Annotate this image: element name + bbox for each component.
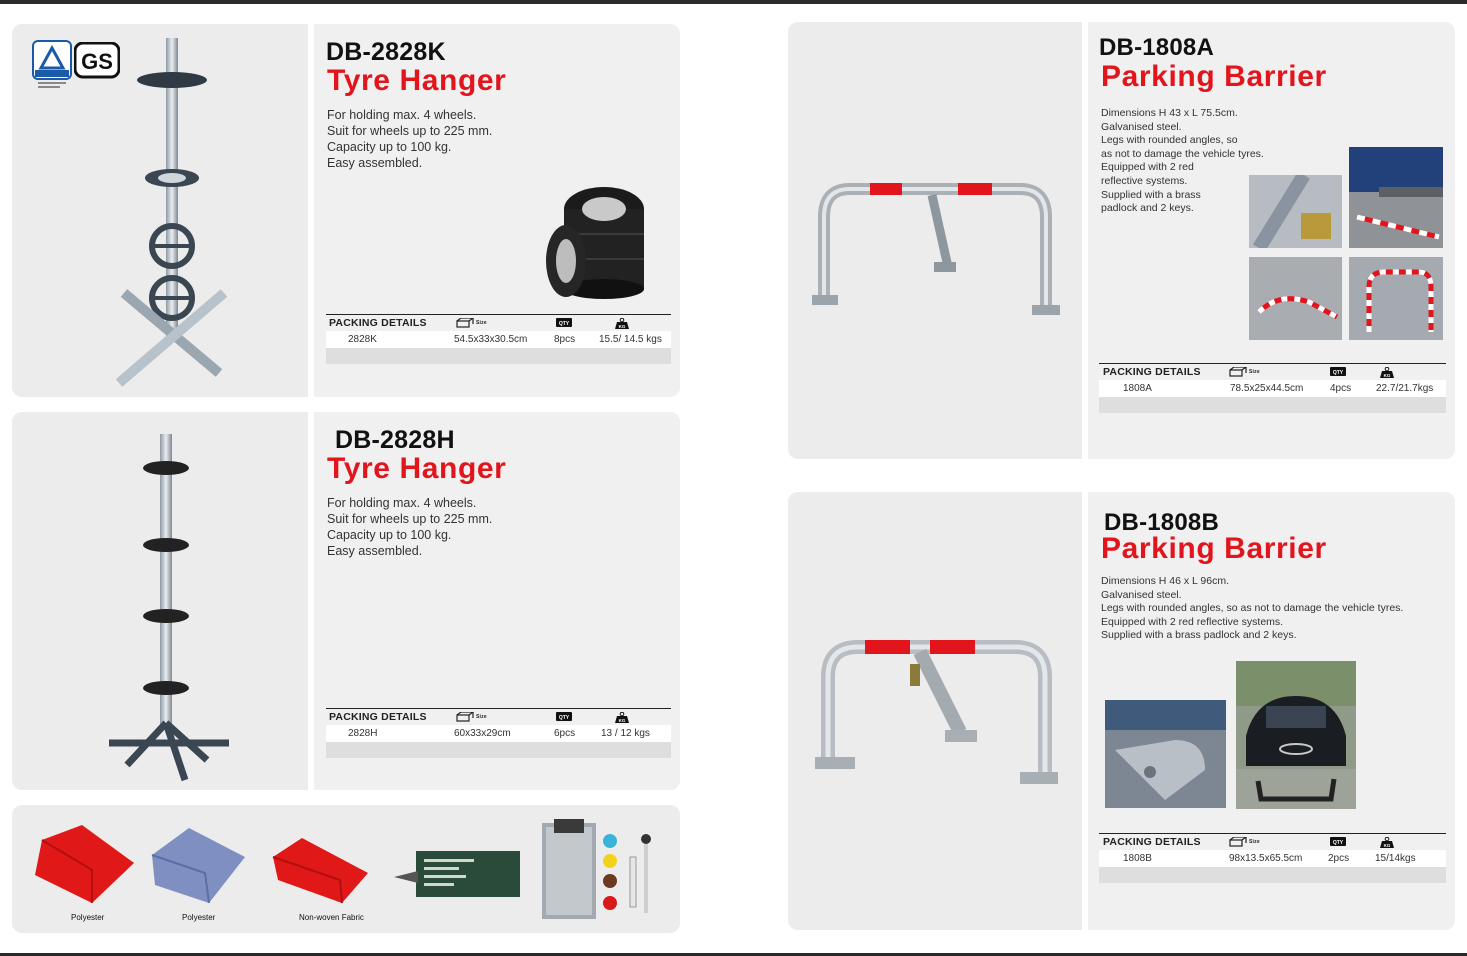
parking-barrier-1808a-image (810, 177, 1060, 322)
packing-details-label: PACKING DETAILS (1103, 836, 1201, 848)
table-rule (1099, 833, 1446, 834)
tyre-hanger-2828k-image (104, 38, 244, 388)
accessory-caption: Polyester (71, 913, 105, 922)
barrier-raised-photo (1349, 257, 1443, 340)
weight-cell: 15.5/ 14.5 kgs (599, 334, 662, 345)
table-rule (326, 314, 671, 315)
car-bumper-photo (1349, 147, 1443, 248)
qty-icon (556, 712, 572, 722)
svg-text:QTY: QTY (558, 321, 570, 327)
desc-line: padlock and 2 keys. (1101, 202, 1194, 215)
accessory-caption: Polyester (182, 913, 216, 922)
size-label: Size (476, 714, 487, 720)
table-rule (1099, 363, 1446, 364)
desc-line: Dimensions H 46 x L 96cm. (1101, 575, 1229, 587)
size-cell: 54.5x33x30.5cm (454, 334, 528, 345)
product-name: Tyre Hanger (327, 64, 507, 97)
table-footer (1099, 397, 1446, 413)
packing-details-table (326, 708, 671, 758)
size-label: Size (476, 320, 487, 326)
desc-line: Galvanised steel. (1101, 120, 1182, 133)
packing-details-label: PACKING DETAILS (1103, 366, 1201, 378)
desc-line: Capacity up to 100 kg. (327, 528, 452, 542)
desc-line: For holding max. 4 wheels. (327, 108, 477, 122)
desc-line: Suit for wheels up to 225 mm. (327, 124, 493, 138)
tyres-stack-image (544, 179, 659, 299)
qty-icon (556, 318, 572, 328)
size-label: Size (1249, 839, 1260, 845)
weight-cell: 15/14kgs (1375, 853, 1416, 864)
product-description (1101, 107, 1264, 216)
desc-line: Legs with rounded angles, so (1101, 134, 1238, 147)
product-code: DB-1808A (1099, 34, 1214, 61)
model-cell: 2828K (348, 334, 377, 345)
desc-line: Easy assembled. (327, 156, 423, 170)
model-cell: 2828H (348, 728, 378, 739)
desc-line: Dimensions H 43 x L 75.5cm. (1101, 107, 1238, 119)
desc-line: reflective systems. (1101, 174, 1188, 187)
qty-cell: 8pcs (554, 334, 576, 345)
box-icon (456, 318, 474, 328)
product-description (327, 107, 492, 171)
size-cell: 60x33x29cm (454, 728, 511, 739)
table-row (1099, 380, 1446, 397)
audi-car-with-barrier-photo (1236, 661, 1356, 809)
svg-text:QTY: QTY (558, 715, 570, 721)
desc-line: For holding max. 4 wheels. (327, 496, 477, 510)
svg-text:KG: KG (1383, 843, 1391, 848)
svg-text:KG: KG (618, 324, 626, 329)
desc-line: Galvanised steel. (1101, 588, 1182, 601)
table-row (1099, 850, 1446, 867)
tuv-certification-logo (32, 40, 72, 90)
qty-cell: 2pcs (1328, 853, 1350, 864)
qty-cell: 4pcs (1330, 383, 1352, 394)
product-card-1808a (788, 22, 1455, 459)
product-name: Parking Barrier (1101, 532, 1327, 565)
size-label: Size (1249, 369, 1260, 375)
tyre-hanger-2828h-image (107, 430, 237, 785)
accessory-caption: Non-woven Fabric (299, 913, 364, 922)
table-row (326, 725, 671, 742)
svg-text:KG: KG (1383, 373, 1391, 378)
qty-cell: 6pcs (554, 728, 576, 739)
qty-icon (1330, 837, 1346, 847)
desc-line: Equipped with 2 red reflective systems. (1101, 615, 1284, 628)
product-name: Parking Barrier (1101, 60, 1327, 93)
packaging-bag-image (540, 819, 670, 923)
weight-icon (615, 712, 629, 723)
parking-barrier-1808b-image (810, 632, 1060, 797)
weight-icon (1380, 837, 1394, 848)
packing-details-table (1099, 833, 1446, 883)
weight-cell: 22.7/21.7kgs (1376, 383, 1434, 394)
weight-cell: 13 / 12 kgs (601, 728, 650, 739)
padlock-detail-photo (1249, 175, 1342, 248)
desc-line: Supplied with a brass padlock and 2 keys. (1101, 629, 1297, 642)
box-icon (1229, 837, 1247, 847)
desc-line: as not to damage the vehicle tyres. (1101, 147, 1264, 160)
table-row (326, 331, 671, 348)
product-description (1101, 575, 1403, 643)
box-icon (456, 712, 474, 722)
packing-details-table (1099, 363, 1446, 413)
packing-details-label: PACKING DETAILS (329, 317, 427, 329)
size-cell: 78.5x25x44.5cm (1230, 383, 1304, 394)
desc-line: Supplied with a brass (1101, 188, 1201, 201)
table-rule (326, 708, 671, 709)
gs-logo-text: GS (81, 49, 113, 74)
qty-icon (1330, 367, 1346, 377)
product-code: DB-2828H (335, 426, 455, 454)
product-code: DB-1808B (1104, 509, 1219, 536)
size-cell: 98x13.5x65.5cm (1229, 853, 1303, 864)
desc-line: Legs with rounded angles, so as not to damage the vehicle tyres. (1101, 602, 1404, 615)
desc-line: Suit for wheels up to 225 mm. (327, 512, 493, 526)
weight-icon (615, 318, 629, 329)
desc-line: Equipped with 2 red (1101, 161, 1194, 174)
polyester-red-cover-image (32, 825, 137, 905)
top-rule (0, 0, 1467, 4)
desc-line: Easy assembled. (327, 544, 423, 558)
desc-line: Capacity up to 100 kg. (327, 140, 452, 154)
model-cell: 1808A (1123, 383, 1152, 394)
product-card-2828k (12, 24, 680, 397)
barrier-folded-photo (1249, 257, 1342, 340)
barrier-foot-detail-photo (1105, 700, 1226, 808)
packing-details-table (326, 314, 671, 364)
polyester-blue-cover-image (147, 825, 247, 905)
product-card-2828h (12, 412, 680, 790)
table-footer (326, 742, 671, 758)
svg-text:QTY: QTY (1332, 840, 1344, 846)
weight-icon (1380, 367, 1394, 378)
table-footer (1099, 867, 1446, 883)
accessories-card (12, 805, 680, 933)
product-code: DB-2828K (326, 38, 446, 66)
product-card-1808b (788, 492, 1455, 930)
product-description (327, 495, 492, 559)
packing-details-label: PACKING DETAILS (329, 711, 427, 723)
model-cell: 1808B (1123, 853, 1152, 864)
svg-text:QTY: QTY (1332, 370, 1344, 376)
non-woven-red-cover-image (270, 835, 370, 905)
box-icon (1229, 367, 1247, 377)
packaging-label-image (394, 849, 522, 901)
svg-text:KG: KG (618, 718, 626, 723)
table-footer (326, 348, 671, 364)
product-name: Tyre Hanger (327, 452, 507, 485)
